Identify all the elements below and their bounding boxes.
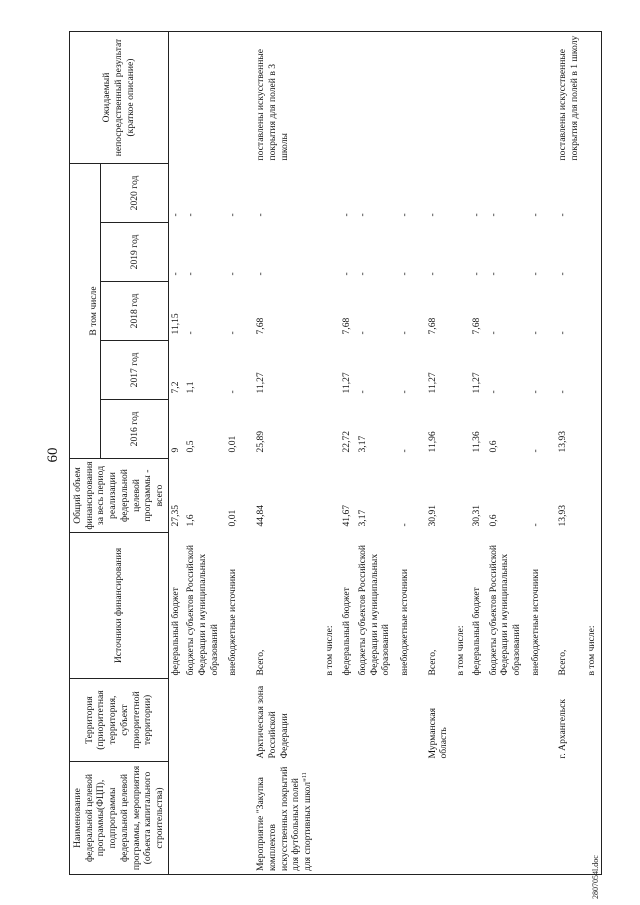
cell-2016: 3,17 bbox=[356, 435, 368, 453]
cell-total: 3,17 bbox=[356, 509, 368, 527]
cell-2019 bbox=[454, 223, 470, 282]
cell-total bbox=[323, 459, 339, 533]
cell-name bbox=[556, 762, 584, 875]
cell-source: в том числе: bbox=[455, 625, 467, 676]
cell-2019: - bbox=[227, 272, 239, 276]
cell-name bbox=[398, 762, 426, 875]
cell-result bbox=[184, 32, 226, 164]
cell-2017: - bbox=[487, 390, 499, 394]
cell-result bbox=[356, 32, 398, 164]
cell-2019: - bbox=[471, 272, 483, 276]
cell-result bbox=[454, 32, 470, 164]
cell-2018: - bbox=[185, 331, 197, 335]
cell-result bbox=[340, 32, 356, 164]
cell-name bbox=[168, 762, 184, 875]
cell-2019: - bbox=[529, 272, 541, 276]
footnote-marker: 11 bbox=[301, 772, 308, 779]
cell-2016: 11,36 bbox=[471, 431, 483, 453]
header-year-2018: 2018 год bbox=[101, 282, 168, 341]
rotated-page bbox=[45, 32, 626, 899]
cell-2020: - bbox=[471, 213, 483, 217]
financing-table bbox=[69, 31, 602, 875]
cell-territory: Мурманская область bbox=[426, 707, 450, 759]
cell-source: бюджеты субъектов Российской Федерации и муниципальных образований bbox=[185, 544, 220, 676]
cell-name bbox=[356, 762, 398, 875]
table-row bbox=[585, 32, 601, 875]
cell-2020: - bbox=[426, 213, 438, 217]
cell-2018: - bbox=[557, 331, 569, 335]
cell-2017 bbox=[454, 341, 470, 400]
cell-2019: - bbox=[487, 272, 499, 276]
cell-territory bbox=[226, 679, 254, 762]
cell-2016: 0,5 bbox=[185, 440, 197, 453]
cell-2018: 7,68 bbox=[255, 317, 267, 335]
cell-2017: 11,27 bbox=[255, 372, 267, 394]
cell-total bbox=[454, 459, 470, 533]
cell-result bbox=[398, 32, 426, 164]
cell-2018: 7,68 bbox=[471, 317, 483, 335]
cell-territory bbox=[168, 679, 184, 762]
cell-2016: - bbox=[398, 449, 410, 453]
cell-2016: 25,89 bbox=[255, 430, 267, 453]
cell-result bbox=[226, 32, 254, 164]
cell-name bbox=[226, 762, 254, 875]
cell-2020: - bbox=[169, 213, 181, 217]
cell-source: бюджеты субъектов Российской Федерации и муниципальных образований bbox=[356, 544, 392, 676]
header-year-2019: 2019 год bbox=[101, 223, 168, 282]
cell-2018: - bbox=[356, 331, 368, 335]
cell-territory: г. Архангельск bbox=[557, 698, 569, 759]
cell-total: 30,31 bbox=[471, 504, 483, 527]
cell-source: федеральный бюджет bbox=[340, 587, 352, 676]
cell-name bbox=[487, 762, 529, 875]
header-territory: Территория (приоритетная территория, субъект приоритетной территории) bbox=[70, 679, 169, 762]
cell-2018: 7,68 bbox=[426, 317, 438, 335]
cell-2017: 11,27 bbox=[340, 372, 352, 394]
cell-2016: 9 bbox=[169, 447, 181, 453]
cell-2018: - bbox=[529, 331, 541, 335]
cell-2019: - bbox=[557, 272, 569, 276]
cell-total bbox=[585, 459, 601, 533]
cell-name bbox=[340, 762, 356, 875]
cell-2020 bbox=[323, 164, 339, 223]
header-result: Ожидаемый непосредственный результат (краткое описание) bbox=[70, 32, 169, 164]
cell-result bbox=[585, 32, 601, 164]
cell-2016: 0,01 bbox=[227, 435, 239, 453]
cell-2018 bbox=[585, 282, 601, 341]
cell-2016 bbox=[585, 400, 601, 459]
table-row bbox=[426, 32, 454, 875]
cell-2017: - bbox=[557, 390, 569, 394]
cell-name bbox=[470, 762, 486, 875]
cell-territory bbox=[323, 679, 339, 762]
cell-2017: - bbox=[227, 390, 239, 394]
cell-source: федеральный бюджет bbox=[169, 587, 181, 676]
cell-territory bbox=[356, 679, 398, 762]
table-row bbox=[226, 32, 254, 875]
cell-result: поставлены искусственные покрытия для полей в 1 школу bbox=[556, 32, 584, 164]
cell-result bbox=[323, 32, 339, 164]
cell-territory: Арктическая зона Российской Федерации bbox=[255, 685, 290, 759]
cell-2019 bbox=[323, 223, 339, 282]
table-row bbox=[487, 32, 529, 875]
table-row bbox=[470, 32, 486, 875]
cell-2017: 1,1 bbox=[185, 381, 197, 394]
cell-2016: - bbox=[529, 449, 541, 453]
cell-2016: 0,6 bbox=[487, 440, 499, 453]
cell-name bbox=[323, 762, 339, 875]
cell-total: 0,6 bbox=[487, 514, 499, 527]
cell-source: в том числе: bbox=[324, 625, 336, 676]
header-sources: Источники финансирования bbox=[70, 533, 169, 679]
cell-territory bbox=[184, 679, 226, 762]
cell-result bbox=[168, 32, 184, 164]
cell-territory bbox=[487, 679, 529, 762]
cell-2017 bbox=[585, 341, 601, 400]
cell-source: внебюджетные источники bbox=[529, 569, 541, 676]
cell-2017: - bbox=[356, 390, 368, 394]
cell-2017: 11,27 bbox=[426, 372, 438, 394]
cell-2017: 11,27 bbox=[471, 372, 483, 394]
cell-territory bbox=[585, 679, 601, 762]
header-year-2017: 2017 год bbox=[101, 341, 168, 400]
cell-2016 bbox=[454, 400, 470, 459]
cell-2017: - bbox=[529, 390, 541, 394]
cell-total: 30,91 bbox=[426, 504, 438, 527]
cell-2018: 7,68 bbox=[340, 317, 352, 335]
cell-total: 27,35 bbox=[169, 504, 181, 527]
cell-2017: 7,2 bbox=[169, 381, 181, 394]
table-row bbox=[454, 32, 470, 875]
cell-2020: - bbox=[255, 213, 267, 217]
cell-2016: 13,93 bbox=[557, 430, 569, 453]
footer-filename: 2807054l.doc bbox=[591, 855, 600, 899]
cell-2017 bbox=[323, 341, 339, 400]
cell-2018: 11,15 bbox=[169, 313, 181, 335]
cell-2020: - bbox=[529, 213, 541, 217]
cell-2020: - bbox=[185, 213, 197, 217]
table-row bbox=[323, 32, 339, 875]
header-year-2020: 2020 год bbox=[101, 164, 168, 223]
cell-2016: 22,72 bbox=[340, 430, 352, 453]
cell-name bbox=[529, 762, 557, 875]
cell-2019: - bbox=[356, 272, 368, 276]
cell-source: Всего, bbox=[255, 649, 267, 676]
cell-source: федеральный бюджет bbox=[471, 587, 483, 676]
cell-name bbox=[426, 762, 454, 875]
cell-2018: - bbox=[398, 331, 410, 335]
cell-2016: 11,96 bbox=[426, 431, 438, 453]
header-year-2016: 2016 год bbox=[101, 400, 168, 459]
table-row bbox=[340, 32, 356, 875]
cell-total: 13,93 bbox=[557, 504, 569, 527]
table-row bbox=[529, 32, 557, 875]
cell-2018: - bbox=[487, 331, 499, 335]
cell-territory bbox=[470, 679, 486, 762]
cell-territory bbox=[529, 679, 557, 762]
table-row bbox=[556, 32, 584, 875]
cell-2019 bbox=[585, 223, 601, 282]
cell-total: - bbox=[529, 523, 541, 527]
header-total: Общий объем финансирования за весь период реализации федеральной целевой программы - всего bbox=[70, 459, 169, 533]
cell-2020 bbox=[454, 164, 470, 223]
cell-name bbox=[184, 762, 226, 875]
cell-source: бюджеты субъектов Российской Федерации и муниципальных образований bbox=[487, 544, 523, 676]
cell-2018 bbox=[323, 282, 339, 341]
cell-result bbox=[487, 32, 529, 164]
table-row bbox=[168, 32, 184, 875]
cell-total: 41,67 bbox=[340, 504, 352, 527]
cell-2016 bbox=[323, 400, 339, 459]
header-in-that: В том числе bbox=[70, 164, 101, 459]
cell-total: - bbox=[398, 523, 410, 527]
cell-territory bbox=[340, 679, 356, 762]
cell-2018: - bbox=[227, 331, 239, 335]
cell-2019: - bbox=[340, 272, 352, 276]
cell-result bbox=[529, 32, 557, 164]
table-row bbox=[254, 32, 323, 875]
page-number: 60 bbox=[45, 447, 61, 463]
cell-name bbox=[454, 762, 470, 875]
table-row bbox=[356, 32, 398, 875]
cell-2020: - bbox=[487, 213, 499, 217]
cell-2019: - bbox=[426, 272, 438, 276]
cell-2019: - bbox=[169, 272, 181, 276]
cell-total: 1,6 bbox=[185, 514, 197, 527]
cell-2020: - bbox=[227, 213, 239, 217]
cell-2019: - bbox=[255, 272, 267, 276]
cell-territory bbox=[454, 679, 470, 762]
cell-result: поставлены искусственные покрытия для полей в 3 школы bbox=[254, 32, 323, 164]
cell-2020: - bbox=[398, 213, 410, 217]
cell-territory bbox=[398, 679, 426, 762]
cell-2018 bbox=[454, 282, 470, 341]
table-row bbox=[184, 32, 226, 875]
cell-result bbox=[470, 32, 486, 164]
cell-total: 0,01 bbox=[227, 509, 239, 527]
cell-2019: - bbox=[185, 272, 197, 276]
cell-source: внебюджетные источники bbox=[398, 569, 410, 676]
cell-name: Мероприятие "Закупка комплектов искусственных покрытий для футбольных полей для спортивных школ"$^{11}$ bbox=[254, 762, 323, 875]
cell-source: внебюджетные источники bbox=[227, 569, 239, 676]
cell-source: Всего, bbox=[426, 649, 438, 676]
header-name: Наименование федеральной целевой программы(ФЦП), подпрограммы федеральной целевой программы, мероприятия (объекта капитального строительства) bbox=[70, 762, 169, 875]
cell-total: 44,84 bbox=[255, 504, 267, 527]
cell-source: Всего, bbox=[557, 649, 569, 676]
cell-2020: - bbox=[356, 213, 368, 217]
table-row bbox=[398, 32, 426, 875]
cell-2020 bbox=[585, 164, 601, 223]
cell-source: в том числе: bbox=[585, 533, 601, 679]
cell-result bbox=[426, 32, 454, 164]
cell-2019: - bbox=[398, 272, 410, 276]
cell-2020: - bbox=[340, 213, 352, 217]
cell-2020: - bbox=[557, 213, 569, 217]
cell-2017: - bbox=[398, 390, 410, 394]
